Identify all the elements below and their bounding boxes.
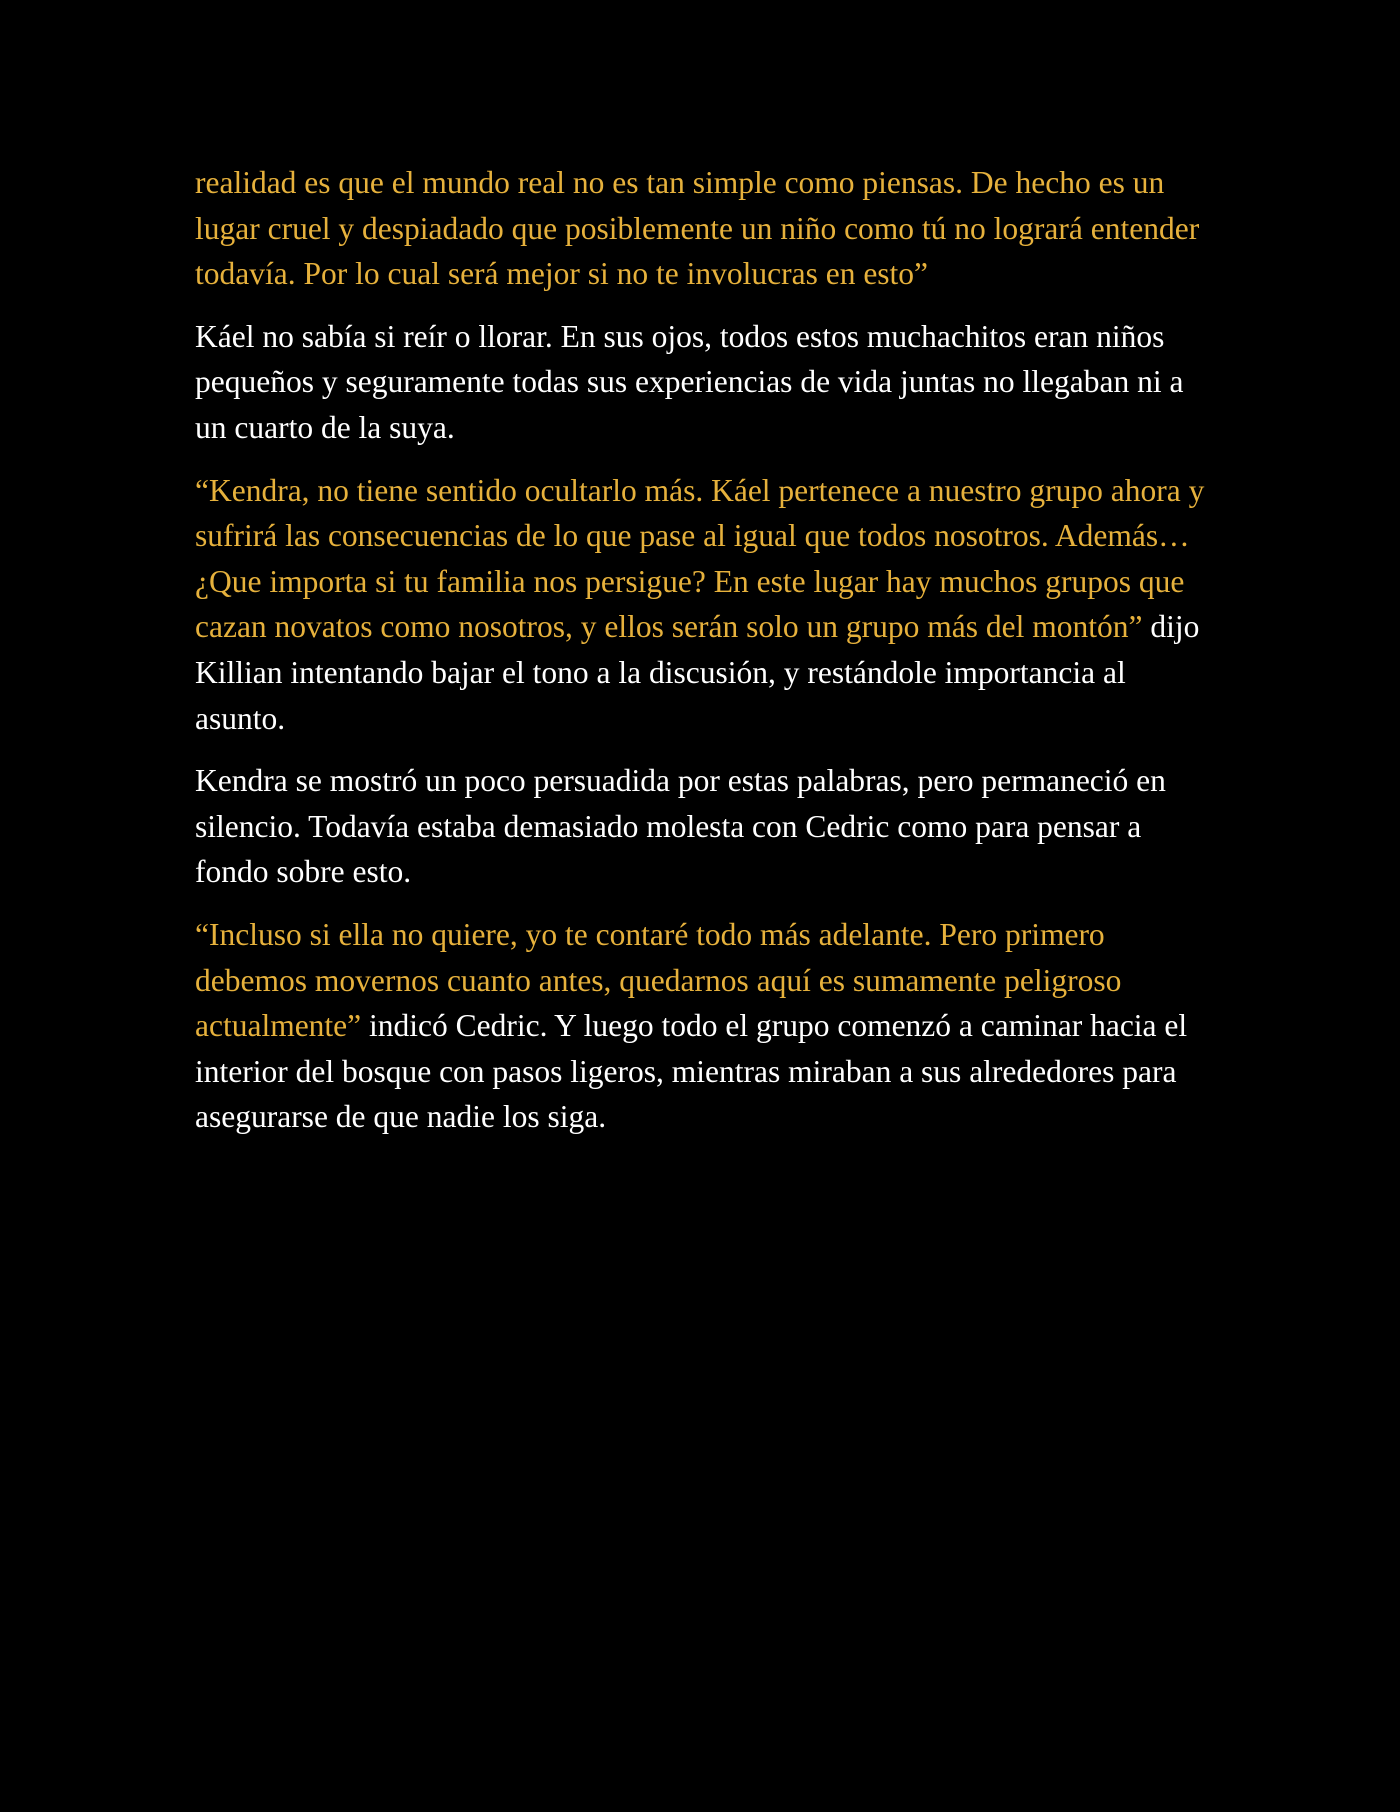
- paragraph-5: [195, 912, 1205, 1140]
- page-text: [195, 160, 1205, 1157]
- paragraph-1: [195, 160, 1205, 297]
- narration-text: dijo Killian intentando bajar el tono a la discusión, y restándole importancia al asunto.: [195, 609, 1200, 736]
- dialogue-text: “Kendra, no tiene sentido ocultarlo más. Káel pertenece a nuestro grupo ahora y sufrirá las consecuencias de lo que pase al igual que todos nosotros. Además… ¿Que importa si tu familia nos persigue? En este lugar hay muchos grupos que cazan novatos como nosotros, y ellos serán solo un grupo más del montón”: [195, 472, 1205, 645]
- dialogue-text: realidad es que el mundo real no es tan simple como piensas. De hecho es un lugar cruel y despiadado que posiblemente un niño como tú no logrará entender todavía. Por lo cual será mejor si no te involucras en esto”: [195, 165, 1200, 292]
- narration-text: Kendra se mostró un poco persuadida por estas palabras, pero permaneció en silencio. Todavía estaba demasiado molesta con Cedric como para pensar a fondo sobre esto.: [195, 763, 1166, 890]
- narration-text: Káel no sabía si reír o llorar. En sus ojos, todos estos muchachitos eran niños pequeños y seguramente todas sus experiencias de vida juntas no llegaban ni a un cuarto de la suya.: [195, 318, 1184, 445]
- paragraph-3: [195, 468, 1205, 742]
- narration-text: indicó Cedric. Y luego todo el grupo comenzó a caminar hacia el interior del bosque con pasos ligeros, mientras miraban a sus alrededores para asegurarse de que nadie los siga.: [195, 1008, 1188, 1135]
- dialogue-text: “Incluso si ella no quiere, yo te contaré todo más adelante. Pero primero debemos movernos cuanto antes, quedarnos aquí es sumamente peligroso actualmente”: [195, 916, 1122, 1044]
- paragraph-4: [195, 758, 1205, 895]
- paragraph-2: [195, 314, 1205, 451]
